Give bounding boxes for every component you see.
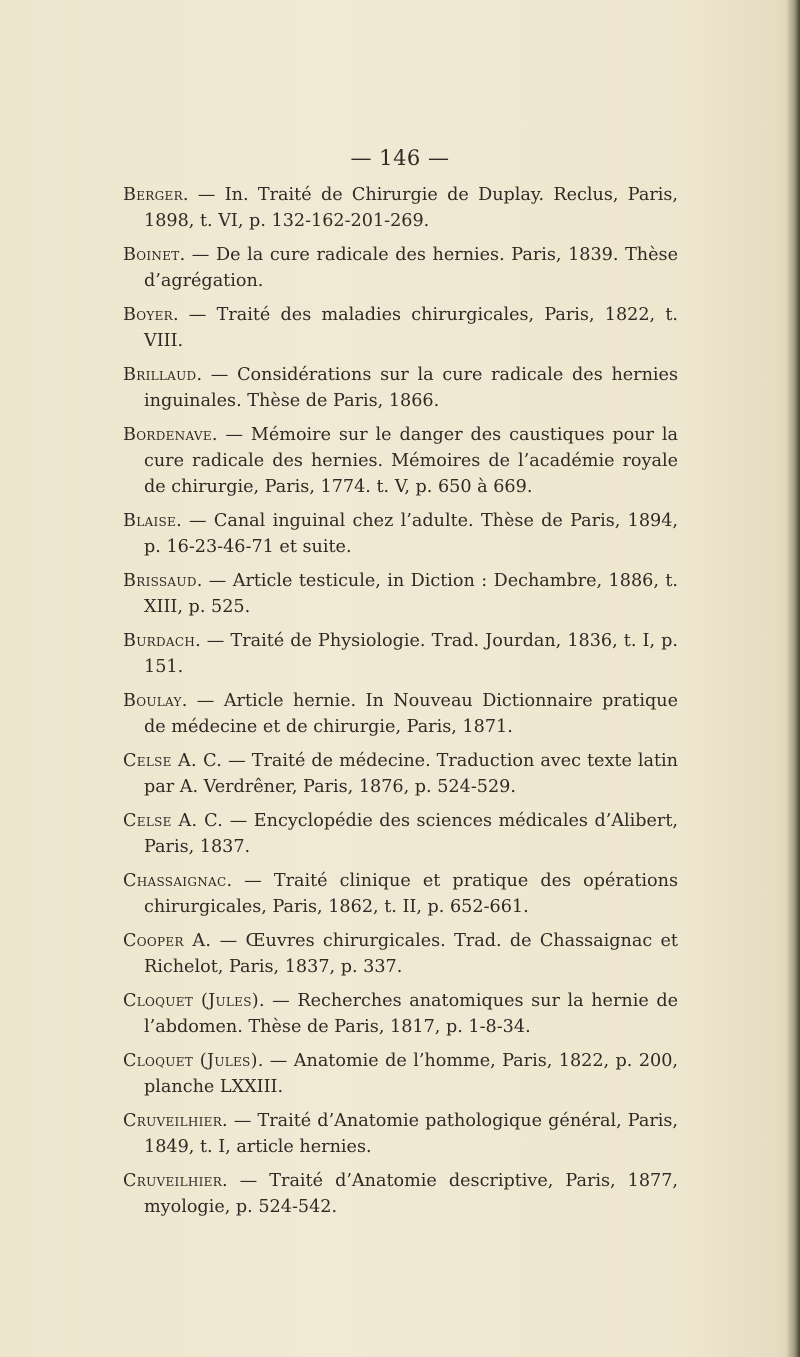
- bibliography-entry: [123, 302, 678, 354]
- entry-author: Burdach: [123, 631, 196, 651]
- entry-author: Celse A. C.: [123, 811, 224, 831]
- bibliography-entry: [123, 928, 678, 980]
- bibliography-entry: [123, 868, 678, 920]
- entry-text: . — Anatomie de l’homme, Paris, 1822, p. 200, planche LXXIII.: [144, 1051, 678, 1097]
- entry-author: Cloquet (Jules): [123, 991, 259, 1011]
- entry-text: . — Traité d’Anatomie descriptive, Paris, 1877, myologie, p. 524-542.: [144, 1171, 678, 1217]
- bibliography-entry: [123, 422, 678, 500]
- entry-text: . — Traité clinique et pratique des opérations chirurgicales, Paris, 1862, t. II, p. 652-661.: [144, 871, 678, 917]
- bibliography-entry: [123, 242, 678, 294]
- page-number: — 146 —: [350, 146, 450, 170]
- entry-author: Cruveilhier: [123, 1171, 223, 1191]
- entry-author: Bordenave: [123, 425, 212, 445]
- entry-text: — Œuvres chirurgicales. Trad. de Chassaignac et Richelot, Paris, 1837, p. 337.: [144, 931, 678, 977]
- bibliography-list: [123, 182, 678, 1228]
- entry-text: . — Mémoire sur le danger des caustiques pour la cure radicale des hernies. Mémoires de l’académie royale de chirurgie, Paris, 1774. t. V, p. 650 à 669.: [144, 425, 678, 497]
- entry-text: . — Canal inguinal chez l’adulte. Thèse de Paris, 1894, p. 16-23-46-71 et suite.: [144, 511, 678, 557]
- entry-text: . — In. Traité de Chirurgie de Duplay. Reclus, Paris, 1898, t. VI, p. 132-162-201-269.: [144, 185, 678, 231]
- bibliography-entry: [123, 1048, 678, 1100]
- entry-author: Boyer: [123, 305, 173, 325]
- entry-author: Berger: [123, 185, 183, 205]
- entry-author: Cooper A.: [123, 931, 212, 951]
- bibliography-entry: [123, 688, 678, 740]
- entry-text: . — Recherches anatomiques sur la hernie de l’abdomen. Thèse de Paris, 1817, p. 1-8-34.: [144, 991, 679, 1037]
- bibliography-entry: [123, 988, 678, 1040]
- entry-author: Cruveilhier: [123, 1111, 223, 1131]
- bibliography-entry: [123, 362, 678, 414]
- bibliography-entry: [123, 508, 678, 560]
- entry-author: Brissaud: [123, 571, 197, 591]
- entry-text: . — Considérations sur la cure radicale des hernies inguinales. Thèse de Paris, 1866.: [144, 365, 678, 411]
- bibliography-entry: [123, 628, 678, 680]
- entry-text: — Traité de médecine. Traduction avec texte latin par A. Verdrêner, Paris, 1876, p. 524-529.: [144, 751, 678, 797]
- bibliography-entry: [123, 182, 678, 234]
- bibliography-entry: [123, 1108, 678, 1160]
- entry-author: Celse A. C.: [123, 751, 223, 771]
- entry-author: Boulay: [123, 691, 182, 711]
- entry-text: . — Traité d’Anatomie pathologique général, Paris, 1849, t. I, article hernies.: [144, 1111, 678, 1157]
- entry-author: Boinet: [123, 245, 180, 265]
- entry-text: . — Traité de Physiologie. Trad. Jourdan, 1836, t. I, p. 151.: [144, 631, 678, 677]
- entry-text: . — Article hernie. In Nouveau Dictionnaire pratique de médecine et de chirurgie, Paris, 1871.: [144, 691, 678, 737]
- entry-text: . — Article testicule, in Diction : Dechambre, 1886, t. XIII, p. 525.: [144, 571, 678, 617]
- entry-author: Blaise: [123, 511, 177, 531]
- entry-text: . — Traité des maladies chirurgicales, Paris, 1822, t. VIII.: [144, 305, 678, 351]
- entry-text: . — De la cure radicale des hernies. Paris, 1839. Thèse d’agrégation.: [144, 245, 678, 291]
- entry-author: Cloquet (Jules): [123, 1051, 258, 1071]
- entry-text: — Encyclopédie des sciences médicales d’Alibert, Paris, 1837.: [144, 811, 678, 857]
- bibliography-entry: [123, 1168, 678, 1220]
- bibliography-entry: [123, 568, 678, 620]
- entry-author: Brillaud: [123, 365, 197, 385]
- bibliography-entry: [123, 748, 678, 800]
- page-edge-shadow: [786, 0, 800, 1357]
- entry-author: Chassaignac: [123, 871, 227, 891]
- bibliography-entry: [123, 808, 678, 860]
